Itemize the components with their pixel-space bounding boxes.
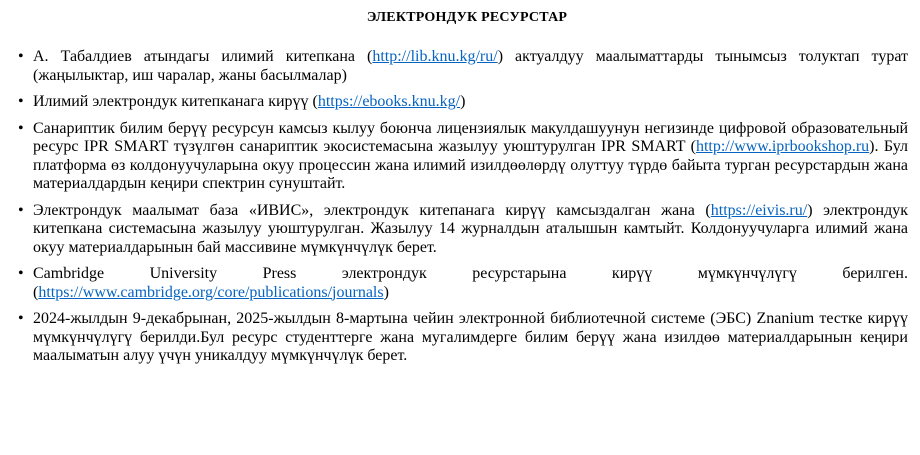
item-text-after: ). Бул платформа өз колдонуучуларына окуу процессин жана илимий изилдөөлөрдү олуттуу түрдө байыта турган ресурстардын жана материалдардын кеңири спектрин сунуштайт.	[33, 138, 908, 192]
bullet-icon: •	[18, 265, 24, 282]
library-site-link[interactable]: http://lib.knu.kg/ru/	[372, 48, 498, 65]
list-item	[18, 265, 908, 302]
ebooks-link[interactable]: https://ebooks.knu.kg/	[317, 93, 461, 110]
item-text-before: А. Табалдиев атындагы илимий китепкана (	[33, 48, 373, 65]
eivis-link[interactable]: https://eivis.ru/	[710, 201, 808, 219]
bullet-icon: •	[18, 310, 24, 327]
resource-list	[18, 48, 908, 366]
item-text-after: ) электрондук китепкана системасына жазылуу уюштурулган. Жазылуу 14 журналдын аталышын камтыйт. Колдонуучуларга илимий жана окуу материалдарынын бай массивине мүмкүнчүлүк берет.	[33, 201, 908, 256]
list-item	[18, 310, 908, 366]
list-item	[18, 48, 908, 85]
item-text-before: Электрондук маалымат база «ИВИС», электрондук китепанага кирүү камсыздалган жана (	[33, 201, 711, 219]
item-text-before: Санариптик билим берүү ресурсун камсыз кылуу боюнча лицензиялык макулдашуунун негизинде цифровой образовательный ресурс IPR SMART түзүлгөн санариптик экосистемасына жазылуу уюштурулган IPR SMART (	[33, 119, 908, 155]
bullet-icon: •	[18, 201, 24, 219]
page-title: ЭЛЕКТРОНДУК РЕСУРСТАР	[366, 10, 568, 25]
item-text-before: 2024-жылдын 9-декабрынан, 2025-жылдын 8-мартына чейин электронной библиотечной системе (ЭБС) Znanium тестке кирүү мүмкүнчүлүгү берилди.Бул ресурс студенттерге жана мугалимдерге билим берүү жана изилдөө материалдарынын кеңири маалыматын алуу үчүн уникалдуу мүмкүнчүлүк берет.	[33, 310, 908, 364]
list-item	[18, 202, 908, 258]
list-item	[18, 93, 908, 112]
cambridge-link[interactable]: https://www.cambridge.org/core/publications/journals	[38, 283, 384, 301]
item-text-before: Илимий электрондук китепканага кирүү (	[33, 93, 318, 110]
list-item	[18, 120, 908, 194]
item-text-before: Cambridge University Press электрондук ресурстарына кирүү мүмкүнчүлүгү берилген. (	[33, 265, 908, 301]
item-text-after: )	[383, 283, 389, 301]
bullet-icon: •	[18, 48, 24, 65]
iprbookshop-link[interactable]: http://www.iprbookshop.ru	[695, 138, 870, 155]
item-text-after: )	[460, 93, 466, 110]
bullet-icon: •	[18, 93, 24, 110]
item-text-after: ) актуалдуу маалыматтарды тынымсыз толуктап турат (жаңылыктар, иш чаралар, жаны басылмалар)	[33, 48, 909, 84]
bullet-icon: •	[18, 119, 24, 137]
